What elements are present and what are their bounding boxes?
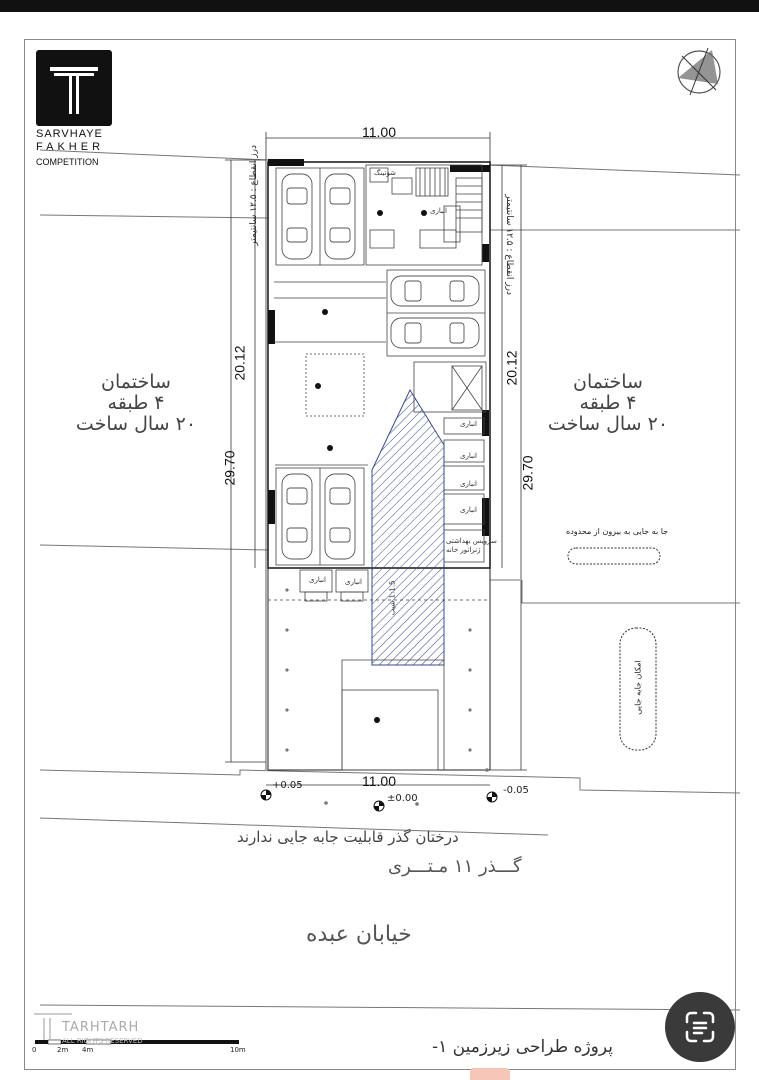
note-trees: درختان گذر قابلیت جابه جایی ندارند [237,828,459,846]
inner-height-left: 20.12 [231,345,248,381]
logo-line-1: SARVHAYE [36,128,103,140]
room-storage-3: انباری [460,480,477,488]
ramp-hatch [372,390,444,665]
room-storage-1: انباری [460,420,477,428]
room-storage-2: انباری [460,452,477,460]
neighbor-right-line2: ۴ طبقه [579,392,637,414]
ramp-label: 1:1.5 شیب [388,580,397,616]
scale-tick-10: 10m [230,1046,246,1054]
room-storage-6: انباری [345,578,362,586]
neighbor-left-line2: ۴ طبقه [107,392,165,414]
logo-line-3: COMPETITION [36,157,99,167]
inner-height-right: 20.12 [503,350,520,386]
joint-label-left: درز انقطاع : ۱۲.۵ سانتیمتر [249,145,259,246]
room-storage-4: انباری [460,506,477,514]
room-storage-5: انباری [309,576,326,584]
logo-line-2: FAKHER [36,141,105,153]
neighbor-left [56,372,216,435]
total-height-right: 29.70 [519,455,536,491]
neighbor-right-line3: ۲۰ سال ساخت [547,413,669,435]
street-name: خیابان عبده [306,922,412,947]
level-left: +0.05 [272,780,303,791]
note-movable: امکان جابه جایی [633,660,643,715]
neighbor-right-line1: ساختمان [573,371,643,393]
total-height-left: 29.70 [221,450,238,486]
north-arrow-icon [678,48,720,95]
scale-tick-4: 4m [82,1046,94,1054]
scan-text-icon [665,992,735,1062]
level-right: -0.05 [503,785,529,796]
joint-label-right: درز انقطاع : ۱۲.۵ سانتیمتر [504,194,514,295]
note-outside-parking: جا به جایی به بیرون از محدوده [566,527,669,536]
drawing-title: پروژه طراحی زیرزمین ۱- [432,1037,613,1057]
scan-text-button[interactable] [665,992,735,1062]
room-genset: ژنراتور خانه [446,546,481,554]
note-street-width: گـــذر ۱۱ مـتـــری [388,856,522,877]
note-outlines [568,548,660,750]
top-width-dimension: 11.00 [362,124,396,140]
bottom-tab-indicator [470,1068,510,1080]
room-storage-core: انباری [430,207,447,215]
level-center: ±0.00 [387,793,418,804]
watermark-rights: ALL RIGHTS RESERVED [62,1037,143,1045]
watermark-brand: TARHTARH [62,1020,140,1035]
neighbor-left-line3: ۲۰ سال ساخت [75,413,197,435]
scale-tick-0: 0 [32,1046,37,1054]
neighbor-right [528,372,688,435]
bottom-width-dimension: 11.00 [362,773,396,789]
neighbor-left-line1: ساختمان [101,371,171,393]
scale-tick-2: 2m [57,1046,69,1054]
room-shaft: شوتینگ [374,169,396,177]
room-wc: سرویس بهداشتی [446,537,497,545]
